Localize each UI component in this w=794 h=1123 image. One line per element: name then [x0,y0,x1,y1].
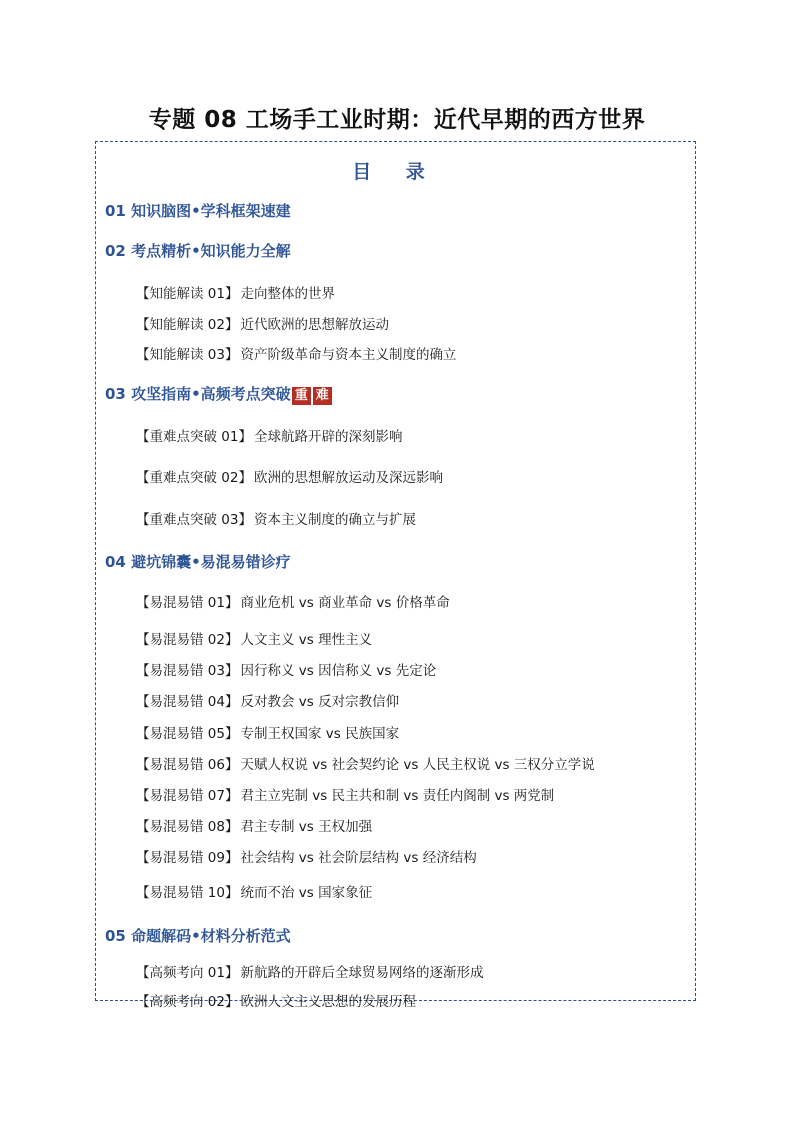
toc-item[interactable] [136,990,416,1010]
toc-item[interactable] [136,690,399,710]
toc-heading: 目 录 [352,161,439,183]
section-02-heading[interactable]: 02 考点精析•知识能力全解 [105,242,291,260]
document-title: 专题 08 工场手工业时期：近代早期的西方世界 [148,107,646,133]
toc-item[interactable] [136,466,443,486]
item-tag: 【易混易错 03】 [136,663,239,679]
item-text: 资本主义制度的确立与扩展 [253,512,416,528]
item-text: 反对教会 vs 反对宗教信仰 [240,694,400,710]
section-05-heading[interactable]: 05 命题解码•材料分析范式 [105,927,291,945]
toc-item[interactable] [136,753,595,773]
item-tag: 【知能解读 01】 [136,286,239,302]
item-text: 走向整体的世界 [240,286,335,302]
item-tag: 【易混易错 06】 [136,757,239,773]
section-03-heading[interactable] [105,383,332,405]
toc-item[interactable] [136,881,372,901]
item-tag: 【易混易错 08】 [136,819,239,835]
item-tag: 【高频考向 02】 [136,994,239,1010]
item-tag: 【易混易错 10】 [136,885,239,901]
badge-zhong: 重 [292,387,311,405]
item-text: 天赋人权说 vs 社会契约论 vs 人民主权说 vs 三权分立学说 [240,757,595,773]
toc-item[interactable] [136,722,399,742]
item-tag: 【重难点突破 01】 [136,429,252,445]
badge-nan: 难 [313,387,332,405]
item-text: 人文主义 vs 理性主义 [240,632,373,648]
item-tag: 【易混易错 04】 [136,694,239,710]
item-text: 专制王权国家 vs 民族国家 [240,726,400,742]
toc-item[interactable] [136,425,402,445]
item-text: 商业危机 vs 商业革命 vs 价格革命 [240,595,450,611]
toc-item[interactable] [136,313,389,333]
toc-item[interactable] [136,961,483,981]
toc-item[interactable] [136,282,335,302]
item-tag: 【易混易错 05】 [136,726,239,742]
item-text: 欧洲人文主义思想的发展历程 [240,994,416,1010]
item-text: 君主专制 vs 王权加强 [240,819,373,835]
item-tag: 【易混易错 02】 [136,632,239,648]
item-tag: 【易混易错 07】 [136,788,239,804]
toc-item[interactable] [136,784,554,804]
toc-item[interactable] [136,591,450,611]
toc-item[interactable] [136,628,372,648]
item-text: 统而不治 vs 国家象征 [240,885,373,901]
item-tag: 【知能解读 02】 [136,317,239,333]
item-tag: 【易混易错 01】 [136,595,239,611]
item-text: 资产阶级革命与资本主义制度的确立 [240,347,457,363]
toc-item[interactable] [136,508,416,528]
item-tag: 【重难点突破 03】 [136,512,252,528]
section-04-heading[interactable]: 04 避坑锦囊•易混易错诊疗 [105,553,291,571]
item-text: 欧洲的思想解放运动及深远影响 [253,470,443,486]
toc-item[interactable] [136,846,477,866]
item-text: 君主立宪制 vs 民主共和制 vs 责任内阁制 vs 两党制 [240,788,555,804]
item-text: 因行称义 vs 因信称义 vs 先定论 [240,663,437,679]
toc-item[interactable] [136,659,436,679]
item-tag: 【知能解读 03】 [136,347,239,363]
item-tag: 【易混易错 09】 [136,850,239,866]
section-01-heading[interactable]: 01 知识脑图•学科框架速建 [105,202,291,220]
item-text: 全球航路开辟的深刻影响 [253,429,403,445]
item-tag: 【高频考向 01】 [136,965,239,981]
toc-frame [95,141,696,1010]
item-text: 近代欧洲的思想解放运动 [240,317,389,333]
item-text: 新航路的开辟后全球贸易网络的逐渐形成 [240,965,484,981]
toc-item[interactable] [136,815,372,835]
toc-item[interactable] [136,343,456,363]
item-tag: 【重难点突破 02】 [136,470,252,486]
section-03-label: 03 攻坚指南•高频考点突破 [105,385,291,403]
item-text: 社会结构 vs 社会阶层结构 vs 经济结构 [240,850,477,866]
